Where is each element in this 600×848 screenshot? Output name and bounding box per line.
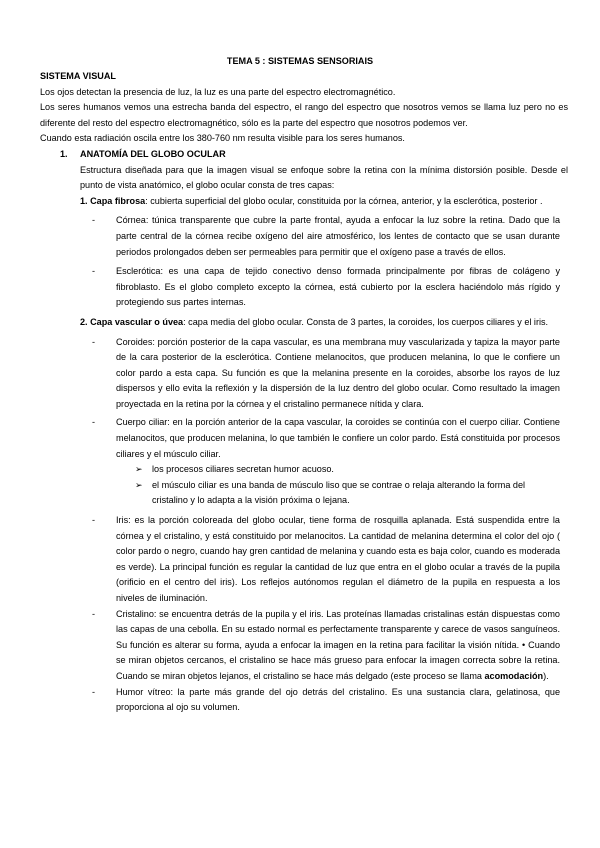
cornea-text: Córnea: túnica transparente que cubre la parte frontal, ayuda a enfocar la luz sobre la retina. Dado que la parte central de la córnea recibe oxígeno del aire atmosférico, los lentes de contacto que se usan durante periodos prolongados deben ser permeables para permitir que el oxígeno pase a través de ellos. (116, 215, 560, 257)
section-heading: SISTEMA VISUAL (40, 71, 116, 81)
acomodacion-term: acomodación (484, 670, 544, 681)
humor-vitreo-text: Humor vítreo: la parte más grande del ojo detrás del cristalino. Es una sustancia clara, gelatinosa, que proporciona al ojo su volumen. (116, 686, 560, 713)
dash-bullet: - (92, 336, 96, 347)
sub-item-musculo-ciliar (40, 478, 568, 509)
layer-fibrosa-text: : cubierta superficial del globo ocular, constituida por la córnea, anterior, y la esclerótica, posterior . (145, 195, 543, 206)
arrow-bullet-icon: ➢ (135, 464, 143, 475)
anatomy-number: 1. (60, 148, 68, 159)
dash-bullet: - (92, 417, 96, 428)
layer-vascular (80, 315, 568, 331)
cristalino-text-end: ). (543, 670, 549, 681)
esclerotica-text: Esclerótica: es una capa de tejido conectivo denso formada principalmente por fibras de colágeno y fibroblasto. Es el globo completo excepto la córnea, está cubierto por la esclera haciéndolo más rígido y protegiendo sus partes internas. (116, 266, 560, 308)
layer-fibrosa-label: 1. Capa fibrosa (80, 195, 146, 206)
anatomy-section (40, 163, 568, 210)
layer-fibrosa (80, 194, 568, 210)
list-item-cuerpo-ciliar (40, 415, 568, 462)
intro-paragraph-2: Los seres humanos vemos una estrecha banda del espectro, el rango del espectro que nosotros vemos se llama luz pero no es diferente del resto del espectro electromagnético, sólo es la parte del espectro que nosotros podemos ver. (40, 102, 568, 128)
intro-paragraph-1: Los ojos detectan la presencia de luz, la luz es una parte del espectro electromagnético. (40, 86, 396, 97)
iris-text: Iris: es la porción coloreada del globo ocular, tiene forma de rosquilla aplanada. Está suspendida entre la córnea y el cristalino, y está constituido por melanocitos. La cantidad de melanina determina el color del ojo ( color pardo o negro, cuando hay gren cantidad de melanina y cuando esta es baja color, cuando es moderada es verde). La principal función es regular la cantidad de luz que entra en el globo ocular a través de la pupila (orificio en el centro del iris). Los reflejos autónomos regulan el diámetro de la pupila en respuesta a los niveles de iluminación. (116, 515, 560, 603)
list-item-esclerotica (40, 264, 568, 311)
coroides-text: Coroides: porción posterior de la capa vascular, es una membrana muy vascularizada y tapiza la mayor parte de la cara posterior de la esclerótica. Contiene melanocitos, que producen melanina, lo que le confiere un color pardo a esta capa. Su función es que la melanina presente en la coroides, absorbe los rayos de luz dispersos y ello evita la reflexión y la dispersión de la luz dentro del globo ocular. Como resultado la imagen proyectada en la retina por la córnea y el cristalino permanece nítida y clara. (116, 336, 560, 409)
document-body (40, 69, 568, 716)
cuerpo-ciliar-text: Cuerpo ciliar: en la porción anterior de la capa vascular, la coroides se continúa con el cuerpo ciliar. Contiene melanocitos, que producen melanina, lo que también le confiere un color pardo. Está constituida por procesos ciliares y el músculo ciliar. (116, 417, 560, 459)
dash-bullet: - (92, 215, 96, 226)
intro-paragraph-3: Cuando esta radiación oscila entre los 380-760 nm resulta visible para los seres humanos. (40, 133, 405, 144)
anatomy-heading (40, 147, 568, 163)
list-item-iris (40, 513, 568, 607)
layer-vascular-block (40, 315, 568, 331)
procesos-ciliares-text: los procesos ciliares secretan humor acuoso. (152, 464, 334, 475)
dash-bullet: - (92, 266, 96, 277)
sub-item-procesos-ciliares (40, 462, 568, 478)
layer-vascular-text: : capa media del globo ocular. Consta de 3 partes, la coroides, los cuerpos ciliares y el iris. (183, 316, 549, 327)
dash-bullet: - (92, 608, 96, 619)
arrow-bullet-icon: ➢ (135, 479, 143, 490)
dash-bullet: - (92, 686, 96, 697)
list-item-cristalino (40, 607, 568, 685)
layer-vascular-label: 2. Capa vascular o úvea (80, 316, 184, 327)
anatomy-description: Estructura diseñada para que la imagen visual se enfoque sobre la retina con la mínima distorsión posible. Desde el punto de vista anatómico, el globo ocular consta de tres capas: (80, 164, 568, 191)
page-title: TEMA 5 : SISTEMAS SENSORIAIS (226, 56, 374, 66)
list-item-cornea (40, 213, 568, 260)
cristalino-text: Cristalino: se encuentra detrás de la pupila y el iris. Las proteínas llamadas cristalinas están dispuestas como las capas de una cebolla. En su estado normal es perfectamente transparente y carece de vasos sanguíneos. Su función es alterar su forma, ayuda a enfocar la imagen en la retina para facilitar la visión nítida. • Cuando se miran objetos cercanos, el cristalino se hace más grueso para enfocar la imagen correcta sobre la retina. Cuando se miran objetos lejanos, el cristalino se hace más delgado (este proceso se llama (116, 608, 560, 681)
list-item-humor-vitreo (40, 685, 568, 716)
anatomy-heading-text: ANATOMÍA DEL GLOBO OCULAR (80, 148, 226, 159)
dash-bullet: - (92, 515, 96, 526)
list-item-coroides (40, 335, 568, 413)
musculo-ciliar-text: el músculo ciliar es una banda de músculo liso que se contrae o relaja alterando la forma del cristalino y lo adapta a la visión próxima o lejana. (152, 479, 526, 506)
